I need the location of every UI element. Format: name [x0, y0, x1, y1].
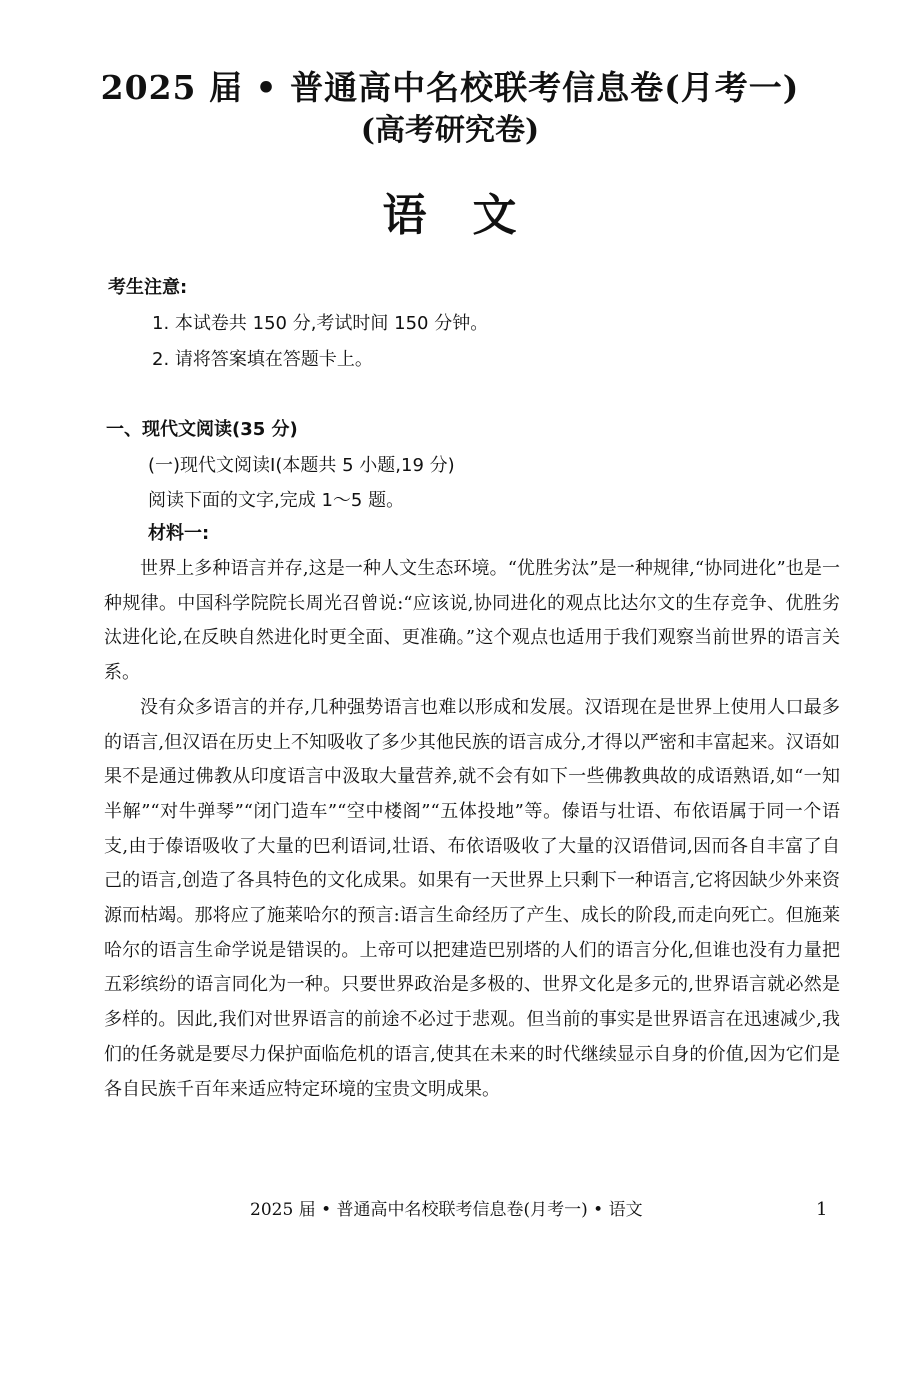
exam-subtitle: (高考研究卷) [360, 113, 540, 148]
page-footer: 2025 届 • 普通高中名校联考信息卷(月考一) • 语文 [250, 1200, 643, 1220]
exam-title: 2025 届 • 普通高中名校联考信息卷(月考一) [100, 68, 800, 107]
material-paragraph-1: 世界上多种语言并存,这是一种人文生态环境。“优胜劣汰”是一种规律,“协同进化”也是一种规律。中国科学院院长周光召曾说:“应该说,协同进化的观点比达尔文的生存竞争、优胜劣汰进化论,在反映自然进化时更全面、更准确。”这个观点也适用于我们观察当前世界的语言关系。 [104, 558, 840, 684]
material-label: 材料一: [148, 523, 210, 544]
notice-item-1: 1. 本试卷共 150 分,考试时间 150 分钟。 [152, 313, 489, 334]
subject-title: 语 文 [382, 190, 518, 241]
section-heading: 一、现代文阅读(35 分) [106, 419, 298, 440]
notice-heading: 考生注意: [108, 277, 188, 298]
part-heading: (一)现代文阅读Ⅰ(本题共 5 小题,19 分) [148, 455, 455, 476]
notice-item-2: 2. 请将答案填在答题卡上。 [152, 349, 373, 370]
material-paragraph-2: 没有众多语言的并存,几种强势语言也难以形成和发展。汉语现在是世界上使用人口最多的语言,但汉语在历史上不知吸收了多少其他民族的语言成分,才得以严密和丰富起来。汉语如果不是通过佛教从印度语言中汲取大量营养,就不会有如下一些佛教典故的成语熟语,如“一知半解”“对牛弹琴”“闭门造车”“空中楼阁”“五体投地”等。傣语与壮语、布依语属于同一个语支,由于傣语吸收了大量的巴利语词,壮语、布依语吸收了大量的汉语借词,因而各自丰富了自己的语言,创造了各具特色的文化成果。如果有一天世界上只剩下一种语言,它将因缺少外来资源而枯竭。那将应了施莱哈尔的预言:语言生命经历了产生、成长的阶段,而走向死亡。但施莱哈尔的语言生命学说是错误的。上帝可以把建造巴别塔的人们的语言分化,但谁也没有力量把五彩缤纷的语言同化为一种。只要世界政治是多极的、世界文化是多元的,世界语言就必然是多样的。因此,我们对世界语言的前途不必过于悲观。但当前的事实是世界语言在迅速减少,我们的任务就是要尽力保护面临危机的语言,使其在未来的时代继续显示自身的价值,因为它们是各自民族千百年来适应特定环境的宝贵文明成果。 [104, 696, 840, 1100]
material-text [104, 552, 840, 1107]
page-number: 1 [816, 1199, 828, 1220]
reading-instruction: 阅读下面的文字,完成 1～5 题。 [148, 490, 405, 511]
